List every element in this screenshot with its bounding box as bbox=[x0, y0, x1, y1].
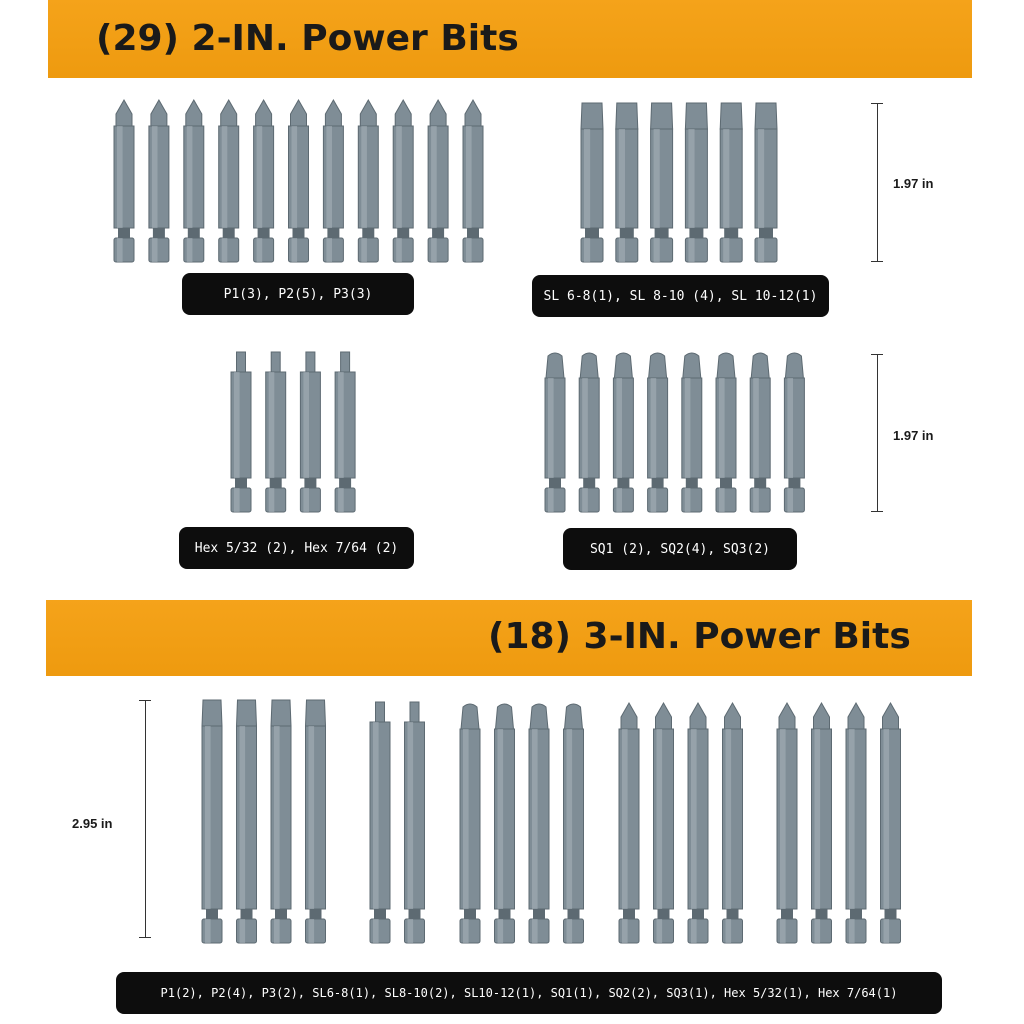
bit-base-highlight bbox=[303, 488, 309, 512]
bit-highlight bbox=[373, 722, 379, 909]
square-bit-2in-2 bbox=[579, 353, 599, 512]
phillips-bit-3in-a-2 bbox=[654, 703, 674, 943]
bit-groove bbox=[781, 909, 793, 919]
bit-groove bbox=[617, 478, 629, 488]
dimension-cap bbox=[139, 937, 151, 938]
bit-base-highlight bbox=[274, 919, 280, 943]
bit-highlight bbox=[619, 129, 625, 228]
bit-base-highlight bbox=[758, 238, 764, 262]
bit-base-highlight bbox=[292, 238, 298, 262]
bit-base-highlight bbox=[240, 919, 246, 943]
bit-groove bbox=[623, 909, 635, 919]
bit-tip bbox=[116, 100, 132, 126]
square-bit-2in-3 bbox=[613, 353, 633, 512]
bit-tip bbox=[580, 353, 598, 378]
bit-highlight bbox=[498, 729, 504, 909]
bit-highlight bbox=[726, 729, 732, 909]
bit-highlight bbox=[758, 129, 764, 228]
bit-base-highlight bbox=[815, 919, 821, 943]
bit-tip bbox=[306, 352, 315, 372]
phillips-bit-2in-8 bbox=[358, 100, 378, 262]
bit-tip bbox=[546, 353, 564, 378]
bit-base-highlight bbox=[726, 919, 732, 943]
bit-base-highlight bbox=[257, 238, 263, 262]
bit-groove bbox=[583, 478, 595, 488]
bit-groove bbox=[850, 909, 862, 919]
bit-base-highlight bbox=[787, 488, 793, 512]
bit-tip bbox=[614, 353, 632, 378]
bit-highlight bbox=[274, 726, 280, 909]
bit-highlight bbox=[361, 126, 367, 228]
bit-tip bbox=[271, 352, 280, 372]
phillips-bit-2in-9 bbox=[393, 100, 413, 262]
phillips-bit-3in-b-3 bbox=[846, 703, 866, 943]
bit-tip bbox=[256, 100, 272, 126]
dimension-label-3in: 2.95 in bbox=[72, 816, 113, 831]
bit-tip bbox=[814, 703, 830, 729]
bit-groove bbox=[304, 478, 316, 488]
label-hex-2in: Hex 5/32 (2), Hex 7/64 (2) bbox=[179, 527, 414, 569]
label-slotted-2in: SL 6-8(1), SL 8-10 (4), SL 10-12(1) bbox=[532, 275, 829, 317]
bit-highlight bbox=[780, 729, 786, 909]
dimension-cap bbox=[871, 261, 883, 262]
bit-groove bbox=[754, 478, 766, 488]
slotted-bit-3in-3 bbox=[271, 700, 291, 943]
label-phillips-2in: P1(3), P2(5), P3(3) bbox=[182, 273, 414, 315]
dimension-line-3in bbox=[145, 700, 146, 938]
square-bit-2in-7 bbox=[750, 353, 770, 512]
bit-base-highlight bbox=[619, 238, 625, 262]
dimension-cap bbox=[871, 103, 883, 104]
bit-tip bbox=[202, 700, 222, 726]
bit-highlight bbox=[152, 126, 158, 228]
bit-groove bbox=[275, 909, 287, 919]
square-bit-3in-2 bbox=[495, 704, 515, 943]
hex-bit-3in-1 bbox=[370, 702, 390, 943]
bit-base-highlight bbox=[152, 238, 158, 262]
bit-highlight bbox=[309, 726, 315, 909]
bit-base-highlight bbox=[396, 238, 402, 262]
bit-base-highlight bbox=[719, 488, 725, 512]
bit-tip bbox=[656, 703, 672, 729]
square-bit-2in-5 bbox=[682, 353, 702, 512]
bit-groove bbox=[885, 909, 897, 919]
bit-groove bbox=[310, 909, 322, 919]
bit-groove bbox=[464, 909, 476, 919]
bit-base-highlight bbox=[688, 238, 694, 262]
bit-highlight bbox=[532, 729, 538, 909]
bit-base-highlight bbox=[532, 919, 538, 943]
bit-base-highlight bbox=[567, 919, 573, 943]
bit-tip bbox=[186, 100, 202, 126]
bit-tip bbox=[779, 703, 795, 729]
bit-groove bbox=[759, 228, 773, 238]
dimension-cap bbox=[871, 354, 883, 355]
bit-tip bbox=[341, 352, 350, 372]
bit-highlight bbox=[685, 378, 691, 478]
bit-tip bbox=[616, 103, 638, 129]
bit-base-highlight bbox=[657, 919, 663, 943]
bit-highlight bbox=[257, 126, 263, 228]
square-bit-3in-3 bbox=[529, 704, 549, 943]
bit-highlight bbox=[688, 129, 694, 228]
dimension-line-middle bbox=[877, 354, 878, 512]
slotted-bit-2in-1 bbox=[581, 103, 603, 262]
bit-highlight bbox=[657, 729, 663, 909]
bit-groove bbox=[241, 909, 253, 919]
bit-highlight bbox=[240, 726, 246, 909]
bit-highlight bbox=[269, 372, 275, 478]
hex-bit-2in-4 bbox=[335, 352, 355, 512]
bit-tip bbox=[430, 100, 446, 126]
square-bit-3in-4 bbox=[564, 704, 584, 943]
bit-tip bbox=[151, 100, 167, 126]
bit-groove bbox=[293, 228, 305, 238]
slotted-bit-3in-4 bbox=[306, 700, 326, 943]
hex-bit-2in-2 bbox=[266, 352, 286, 512]
square-bit-3in-1 bbox=[460, 704, 480, 943]
bit-highlight bbox=[849, 729, 855, 909]
bit-base-highlight bbox=[205, 919, 211, 943]
bit-base-highlight bbox=[780, 919, 786, 943]
bit-tip bbox=[237, 700, 257, 726]
bit-groove bbox=[788, 478, 800, 488]
bit-groove bbox=[118, 228, 130, 238]
bit-base-highlight bbox=[309, 919, 315, 943]
bit-highlight bbox=[723, 129, 729, 228]
bit-highlight bbox=[651, 378, 657, 478]
bit-groove bbox=[374, 909, 386, 919]
bit-highlight bbox=[582, 378, 588, 478]
bit-highlight bbox=[548, 378, 554, 478]
bit-tip bbox=[271, 700, 291, 726]
slotted-bit-2in-6 bbox=[755, 103, 777, 262]
bit-highlight bbox=[338, 372, 344, 478]
bit-tip bbox=[720, 103, 742, 129]
bit-highlight bbox=[408, 722, 414, 909]
dimension-line-top bbox=[877, 103, 878, 262]
dimension-label-middle: 1.97 in bbox=[893, 428, 934, 443]
bit-groove bbox=[432, 228, 444, 238]
bit-groove bbox=[409, 909, 421, 919]
bit-highlight bbox=[117, 126, 123, 228]
bit-tip bbox=[651, 103, 673, 129]
phillips-bit-3in-b-4 bbox=[881, 703, 901, 943]
hex-bit-2in-1 bbox=[231, 352, 251, 512]
bit-highlight bbox=[815, 729, 821, 909]
bit-highlight bbox=[884, 729, 890, 909]
bit-base-highlight bbox=[691, 919, 697, 943]
bit-tip bbox=[751, 353, 769, 378]
bit-groove bbox=[620, 228, 634, 238]
dimension-cap bbox=[139, 700, 151, 701]
bit-groove bbox=[499, 909, 511, 919]
bit-tip bbox=[360, 100, 376, 126]
bit-groove bbox=[206, 909, 218, 919]
bit-base-highlight bbox=[408, 919, 414, 943]
bit-tip bbox=[376, 702, 385, 722]
phillips-bit-2in-7 bbox=[323, 100, 343, 262]
bit-groove bbox=[258, 228, 270, 238]
bit-base-highlight bbox=[849, 919, 855, 943]
bit-base-highlight bbox=[361, 238, 367, 262]
bit-highlight bbox=[431, 126, 437, 228]
bit-base-highlight bbox=[622, 919, 628, 943]
bit-groove bbox=[362, 228, 374, 238]
bit-tip bbox=[221, 100, 237, 126]
bit-base-highlight bbox=[753, 488, 759, 512]
bit-base-highlight bbox=[548, 488, 554, 512]
bit-tip bbox=[395, 100, 411, 126]
bit-base-highlight bbox=[654, 238, 660, 262]
bit-tip bbox=[530, 704, 548, 729]
bit-highlight bbox=[584, 129, 590, 228]
dimension-cap bbox=[871, 511, 883, 512]
bit-groove bbox=[727, 909, 739, 919]
bit-tip bbox=[725, 703, 741, 729]
bit-base-highlight bbox=[373, 919, 379, 943]
title-3in: (18) 3-IN. Power Bits bbox=[488, 616, 911, 657]
bit-tip bbox=[461, 704, 479, 729]
bit-groove bbox=[652, 478, 664, 488]
bit-groove bbox=[223, 228, 235, 238]
bit-tip bbox=[649, 353, 667, 378]
bit-highlight bbox=[303, 372, 309, 478]
bit-highlight bbox=[622, 729, 628, 909]
phillips-bit-2in-10 bbox=[428, 100, 448, 262]
bit-tip bbox=[565, 704, 583, 729]
bit-groove bbox=[689, 228, 703, 238]
bit-groove bbox=[720, 478, 732, 488]
bit-groove bbox=[467, 228, 479, 238]
bit-groove bbox=[655, 228, 669, 238]
phillips-bit-2in-5 bbox=[254, 100, 274, 262]
slotted-bit-3in-1 bbox=[202, 700, 222, 943]
bit-base-highlight bbox=[463, 919, 469, 943]
slotted-bit-3in-2 bbox=[237, 700, 257, 943]
phillips-bit-2in-1 bbox=[114, 100, 134, 262]
bit-groove bbox=[397, 228, 409, 238]
square-bit-2in-8 bbox=[784, 353, 804, 512]
bit-highlight bbox=[463, 729, 469, 909]
bit-base-highlight bbox=[338, 488, 344, 512]
bit-base-highlight bbox=[582, 488, 588, 512]
bit-base-highlight bbox=[685, 488, 691, 512]
phillips-bit-3in-b-1 bbox=[777, 703, 797, 943]
hex-bit-2in-3 bbox=[300, 352, 320, 512]
bit-base-highlight bbox=[269, 488, 275, 512]
title-2in: (29) 2-IN. Power Bits bbox=[96, 18, 519, 59]
slotted-bit-2in-2 bbox=[616, 103, 638, 262]
bit-base-highlight bbox=[616, 488, 622, 512]
bit-highlight bbox=[787, 378, 793, 478]
bit-base-highlight bbox=[584, 238, 590, 262]
bit-groove bbox=[153, 228, 165, 238]
bit-highlight bbox=[205, 726, 211, 909]
label-square-2in: SQ1 (2), SQ2(4), SQ3(2) bbox=[563, 528, 797, 570]
bit-base-highlight bbox=[431, 238, 437, 262]
bit-highlight bbox=[654, 129, 660, 228]
bit-base-highlight bbox=[651, 488, 657, 512]
bit-groove bbox=[692, 909, 704, 919]
bit-tip bbox=[325, 100, 341, 126]
bit-groove bbox=[585, 228, 599, 238]
bit-highlight bbox=[326, 126, 332, 228]
bit-highlight bbox=[292, 126, 298, 228]
phillips-bit-3in-a-3 bbox=[688, 703, 708, 943]
bit-tip bbox=[683, 353, 701, 378]
slotted-bit-2in-4 bbox=[685, 103, 707, 262]
phillips-bit-2in-3 bbox=[184, 100, 204, 262]
bit-highlight bbox=[396, 126, 402, 228]
slotted-bit-2in-3 bbox=[651, 103, 673, 262]
phillips-bit-2in-4 bbox=[219, 100, 239, 262]
bit-groove bbox=[568, 909, 580, 919]
bit-tip bbox=[291, 100, 307, 126]
bit-highlight bbox=[616, 378, 622, 478]
bit-highlight bbox=[753, 378, 759, 478]
square-bit-2in-4 bbox=[648, 353, 668, 512]
phillips-bit-3in-b-2 bbox=[812, 703, 832, 943]
phillips-bit-2in-2 bbox=[149, 100, 169, 262]
square-bit-2in-1 bbox=[545, 353, 565, 512]
bit-tip bbox=[690, 703, 706, 729]
bit-highlight bbox=[234, 372, 240, 478]
bit-tip bbox=[237, 352, 246, 372]
label-3in-contents: P1(2), P2(4), P3(2), SL6-8(1), SL8-10(2), SL10-12(1), SQ1(1), SQ2(2), SQ3(1), Hex 5/32(1), Hex 7/64(1) bbox=[116, 972, 942, 1014]
bit-base-highlight bbox=[498, 919, 504, 943]
hex-bit-3in-2 bbox=[405, 702, 425, 943]
bit-highlight bbox=[187, 126, 193, 228]
bit-tip bbox=[848, 703, 864, 729]
bit-highlight bbox=[466, 126, 472, 228]
bit-tip bbox=[883, 703, 899, 729]
phillips-bit-2in-11 bbox=[463, 100, 483, 262]
bit-tip bbox=[755, 103, 777, 129]
bit-base-highlight bbox=[234, 488, 240, 512]
bit-groove bbox=[549, 478, 561, 488]
phillips-bit-3in-a-1 bbox=[619, 703, 639, 943]
bit-highlight bbox=[719, 378, 725, 478]
bit-groove bbox=[270, 478, 282, 488]
bit-tip bbox=[306, 700, 326, 726]
bit-tip bbox=[496, 704, 514, 729]
bit-base-highlight bbox=[723, 238, 729, 262]
dimension-label-top: 1.97 in bbox=[893, 176, 934, 191]
bit-tip bbox=[410, 702, 419, 722]
bit-groove bbox=[724, 228, 738, 238]
slotted-bit-2in-5 bbox=[720, 103, 742, 262]
bit-groove bbox=[339, 478, 351, 488]
phillips-bit-2in-6 bbox=[289, 100, 309, 262]
bit-highlight bbox=[567, 729, 573, 909]
bit-tip bbox=[581, 103, 603, 129]
bit-tip bbox=[717, 353, 735, 378]
bit-highlight bbox=[222, 126, 228, 228]
bit-highlight bbox=[691, 729, 697, 909]
bit-groove bbox=[235, 478, 247, 488]
bit-base-highlight bbox=[884, 919, 890, 943]
bit-groove bbox=[533, 909, 545, 919]
bit-base-highlight bbox=[117, 238, 123, 262]
bit-tip bbox=[785, 353, 803, 378]
bit-groove bbox=[816, 909, 828, 919]
bit-groove bbox=[658, 909, 670, 919]
bit-tip bbox=[685, 103, 707, 129]
bit-base-highlight bbox=[222, 238, 228, 262]
bit-tip bbox=[465, 100, 481, 126]
bit-base-highlight bbox=[466, 238, 472, 262]
bit-base-highlight bbox=[187, 238, 193, 262]
bit-groove bbox=[188, 228, 200, 238]
bit-base-highlight bbox=[326, 238, 332, 262]
square-bit-2in-6 bbox=[716, 353, 736, 512]
bit-groove bbox=[327, 228, 339, 238]
bit-groove bbox=[686, 478, 698, 488]
phillips-bit-3in-a-4 bbox=[723, 703, 743, 943]
bit-tip bbox=[621, 703, 637, 729]
